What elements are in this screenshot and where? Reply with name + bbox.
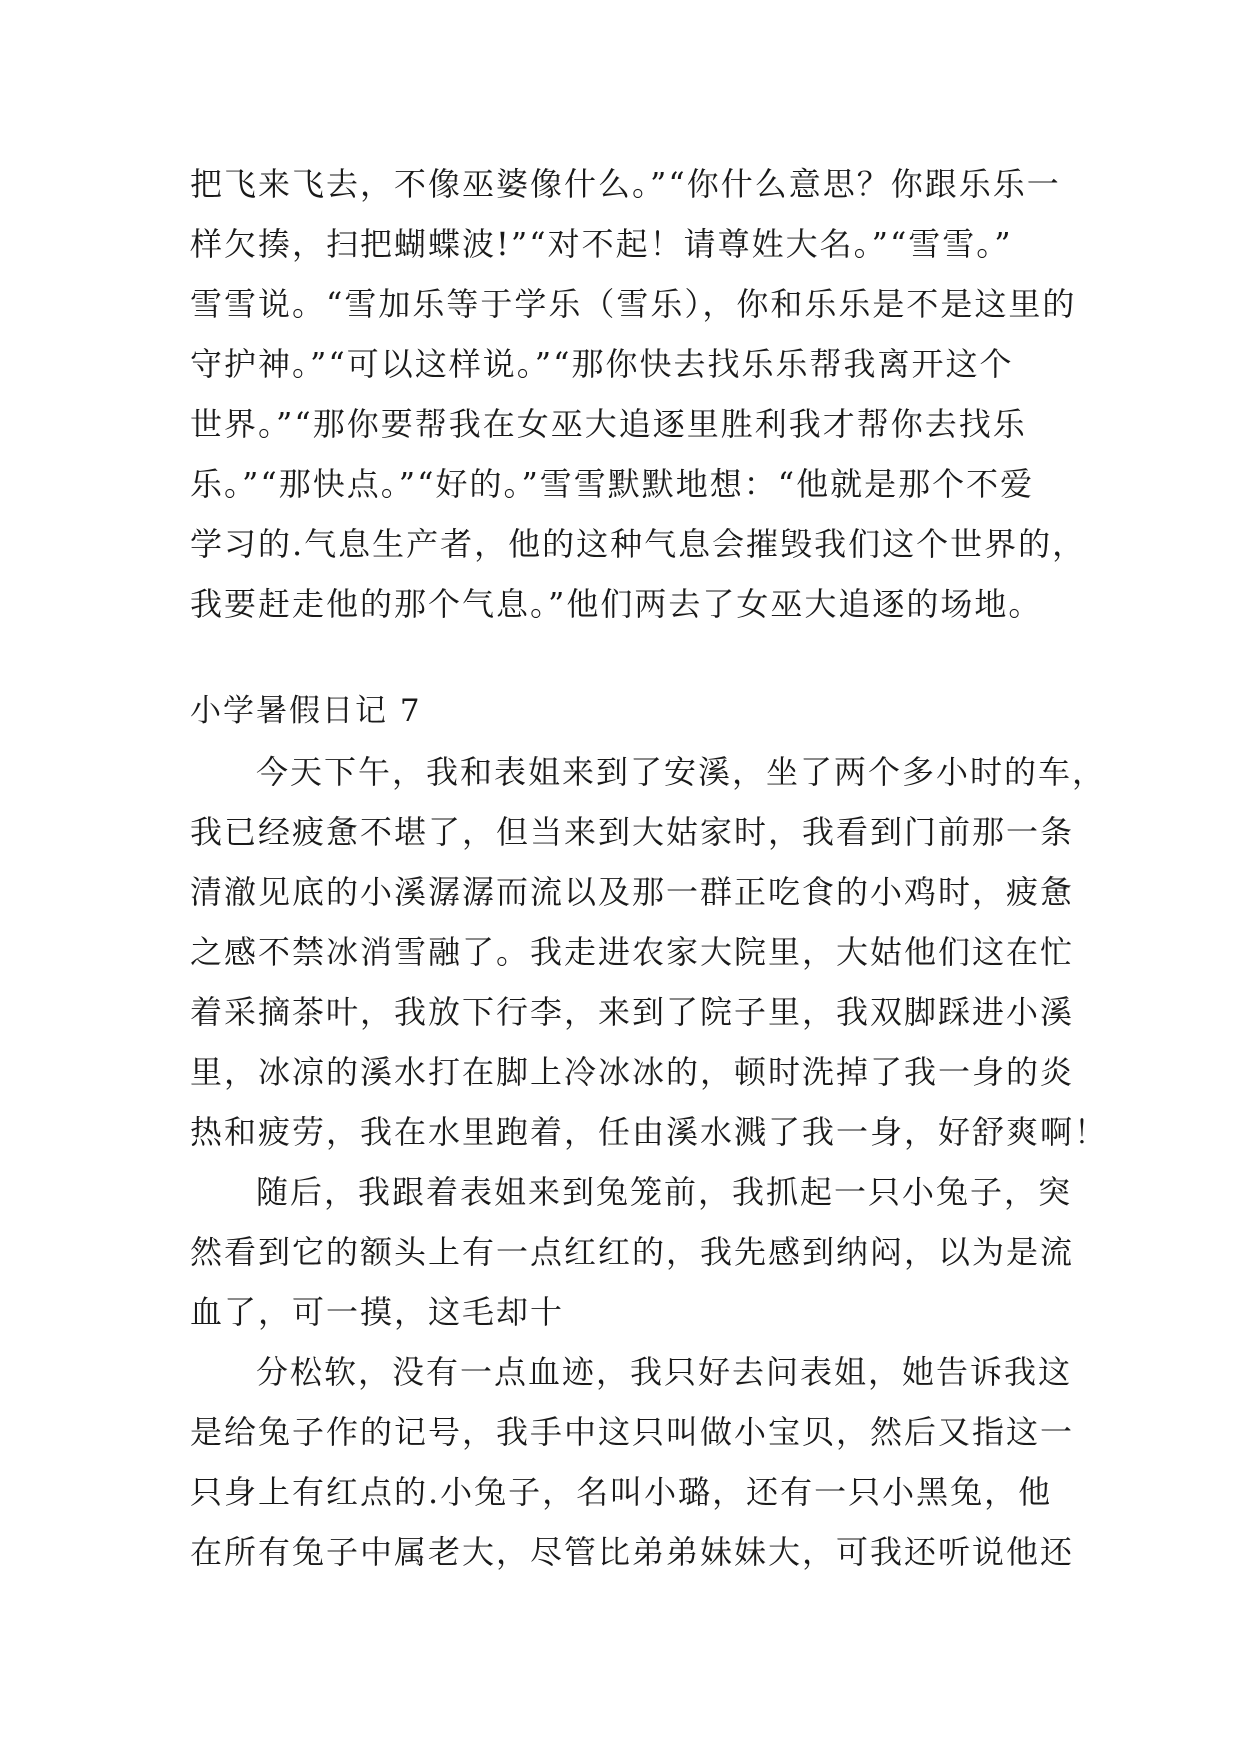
diary-title: 小学暑假日记 7	[190, 693, 422, 729]
text-line: 学习的.气息生产者，他的这种气息会摧毁我们这个世界的，	[190, 525, 1087, 563]
text-line: 只身上有红点的.小兔子，名叫小璐，还有一只小黑兔，他	[190, 1473, 1053, 1511]
text-line: 是给兔子作的记号，我手中这只叫做小宝贝，然后又指这一	[190, 1413, 1075, 1451]
text-line: 然看到它的额头上有一点红红的，我先感到纳闷，以为是流	[190, 1233, 1075, 1271]
paragraph-first-line: 今天下午，我和表姐来到了安溪，坐了两个多小时的车，	[256, 753, 1107, 791]
text-line: 着采摘茶叶，我放下行李，来到了院子里，我双脚踩进小溪	[190, 993, 1075, 1031]
text-line: 我要赶走他的那个气息。”他们两去了女巫大追逐的场地。	[190, 585, 1043, 623]
diary-entry	[190, 680, 1109, 1582]
text-line: 世界。”“那你要帮我在女巫大追逐里胜利我才帮你去找乐	[190, 405, 1027, 443]
text-line: 在所有兔子中属老大，尽管比弟弟妹妹大，可我还听说他还	[190, 1533, 1075, 1571]
paragraph-first-line: 分松软，没有一点血迹，我只好去问表姐，她告诉我这	[256, 1353, 1073, 1391]
text-line: 把飞来飞去，不像巫婆像什么。”“你什么意思？你跟乐乐一	[190, 165, 1061, 203]
text-line: 乐。”“那快点。”“好的。”雪雪默默地想：“他就是那个不爱	[190, 465, 1035, 503]
text-line: 血了，可一摸，这毛却十	[190, 1293, 565, 1331]
text-line: 样欠揍，扫把蝴蝶波!”“对不起！请尊姓大名。”“雪雪。”	[190, 225, 1013, 263]
text-line: 我已经疲惫不堪了，但当来到大姑家时，我看到门前那一条	[190, 813, 1075, 851]
text-line: 里，冰凉的溪水打在脚上冷冰冰的，顿时洗掉了我一身的炎	[190, 1053, 1075, 1091]
paragraph-first-line: 随后，我跟着表姐来到兔笼前，我抓起一只小兔子，突	[256, 1173, 1073, 1211]
text-line: 雪雪说。“雪加乐等于学乐（雪乐），你和乐乐是不是这里的	[190, 285, 1077, 323]
continued-story-text	[190, 154, 1087, 634]
text-line: 清澈见底的小溪潺潺而流以及那一群正吃食的小鸡时，疲惫	[190, 873, 1075, 911]
text-line: 热和疲劳，我在水里跑着，任由溪水溅了我一身，好舒爽啊！	[190, 1113, 1109, 1151]
text-line: 守护神。”“可以这样说。”“那你快去找乐乐帮我离开这个	[190, 345, 1014, 383]
text-line: 之感不禁冰消雪融了。我走进农家大院里，大姑他们这在忙	[190, 933, 1075, 971]
